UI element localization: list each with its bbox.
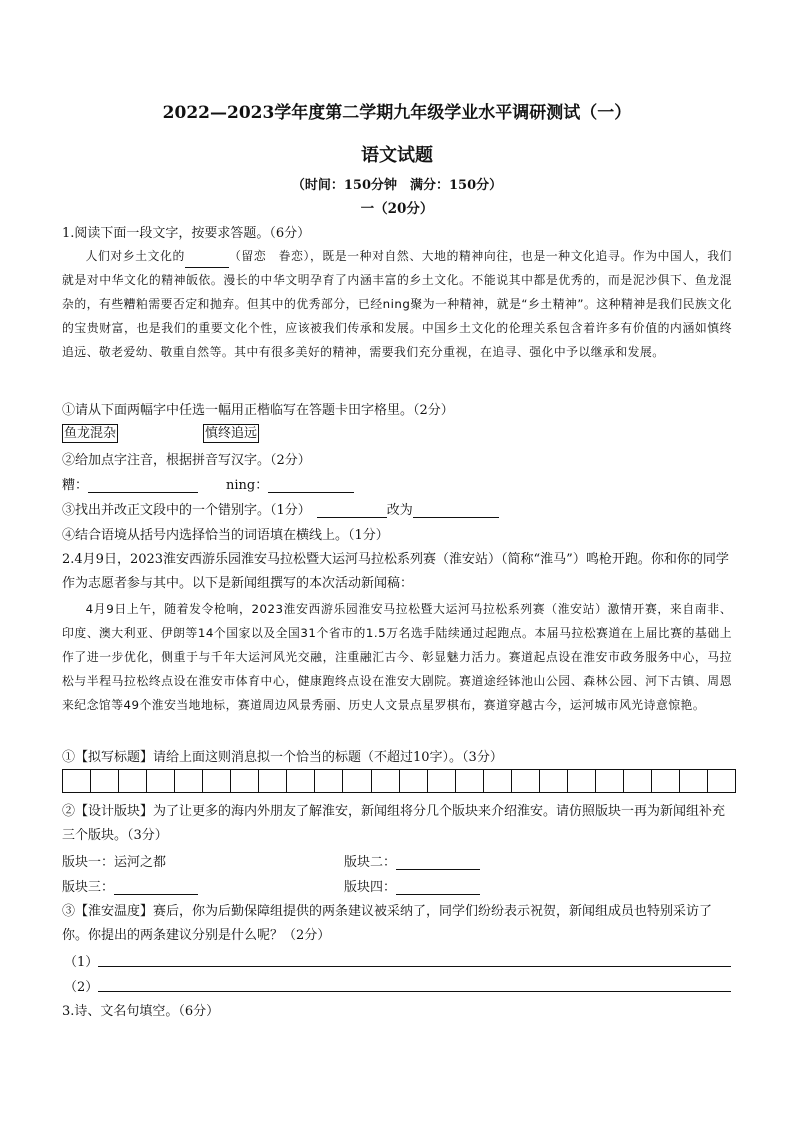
block-4-row (344, 876, 480, 895)
grid-cell[interactable] (259, 770, 287, 792)
title-answer-grid[interactable] (62, 769, 736, 793)
label-zao: 糟： (62, 478, 89, 493)
q1-sub2: ②给加点字注音，根据拼音写汉字。（2分） (62, 453, 311, 468)
grid-cell[interactable] (456, 770, 484, 792)
grid-cell[interactable] (147, 770, 175, 792)
grid-cell[interactable] (91, 770, 119, 792)
block-4-blank[interactable] (396, 880, 480, 895)
subject-title: 语文试题 (361, 145, 433, 166)
grid-cell[interactable] (400, 770, 428, 792)
grid-cell[interactable] (540, 770, 568, 792)
q2-sub3: ③【淮安温度】赛后，你为后勤保障组提供的两条建议被采纳了，同学们纷纷表示祝贺，新闻组成员也特别采访了你。你提出的两条建议分别是什么呢？（2分） (62, 904, 713, 943)
q1-sub1: ①请从下面两幅字中任选一幅用正楷临写在答题卡田字格里。（2分） (62, 403, 454, 418)
grid-cell[interactable] (315, 770, 343, 792)
grid-cell[interactable] (175, 770, 203, 792)
grid-cell[interactable] (512, 770, 540, 792)
q2-sub2: ②【设计版块】为了让更多的海内外朋友了解淮安，新闻组将分几个版块来介绍淮安。请仿照版块一再为新闻组补充三个版块。（3分） (62, 804, 726, 843)
q1-stem: 1.阅读下面一段文字，按要求答题。（6分） (62, 226, 311, 241)
q1-sub3: ③找出并改正文段中的一个错别字。（1分） (62, 503, 311, 518)
answer-blank-zao[interactable] (88, 478, 198, 493)
grid-cell[interactable] (428, 770, 456, 792)
calligraphy-option-2: 慎终追远 (205, 426, 258, 441)
typo-row (62, 499, 499, 518)
grid-cell[interactable] (484, 770, 512, 792)
answer-label-2: （2） (64, 980, 99, 995)
answer-blank-ning[interactable] (268, 478, 354, 493)
q2-passage-text: 4月9日上午，随着发令枪响，2023淮安西游乐园淮安马拉松暨大运河马拉松系列赛（淮安站）激情开赛，来自南非、印度、澳大利亚、伊朗等14个国家以及全国31个省市的1.5万名选手陆续通过起跑点。本届马拉松赛道在上届比赛的基础上作了进一步优化，侧重于与千年大运河风光交融，注重融汇古今、彰显魅力活力。赛道起点设在淮安市政务服务中心，马拉松与半程马拉松终点设在淮安市体育中心，健康跑终点设在淮安大剧院。赛道途经钵池山公园、森林公园、河下古镇、周恩来纪念馆等49个淮安当地地标，赛道周边风景秀丽、历史人文景点星罗棋布，赛道穿越古今，运河城市风光诗意惊艳。 (62, 602, 732, 712)
grid-cell[interactable] (624, 770, 652, 792)
q1-passage (62, 244, 732, 364)
q1-sub4: ④结合语境从括号内选择恰当的词语填在横线上。（1分） (62, 528, 389, 543)
pinyin-row (62, 474, 354, 493)
answer-blank-typo[interactable] (317, 503, 387, 518)
exam-title: 2022—2023学年度第二学期九年级学业水平调研测试（一） (162, 103, 632, 123)
grid-cell[interactable] (708, 770, 735, 792)
calligraphy-option-1: 鱼龙混杂 (64, 426, 117, 441)
section-heading: 一（20分） (360, 201, 434, 217)
block-3-row (62, 876, 198, 895)
q2-passage (62, 597, 732, 717)
block-1: 版块一：运河之都 (62, 855, 167, 870)
answer-label-1: （1） (64, 955, 99, 970)
q3-stem: 3.诗、文名句填空。（6分） (62, 1004, 220, 1019)
block-2-label: 版块二： (344, 855, 397, 870)
grid-cell[interactable] (119, 770, 147, 792)
grid-cell[interactable] (652, 770, 680, 792)
grid-cell[interactable] (287, 770, 315, 792)
block-3-label: 版块三： (62, 880, 115, 895)
answer-line-1[interactable] (98, 966, 731, 967)
q1-fill-blank[interactable] (185, 253, 229, 268)
grid-cell[interactable] (568, 770, 596, 792)
time-score-info: （时间：150分钟 满分：150分） (291, 178, 503, 193)
q2-sub1: ①【拟写标题】请给上面这则消息拟一个恰当的标题（不超过10字）。（3分） (62, 750, 503, 765)
label-change-to: 改为 (386, 503, 413, 518)
block-3-blank[interactable] (114, 880, 198, 895)
grid-cell[interactable] (343, 770, 371, 792)
grid-cell[interactable] (63, 770, 91, 792)
grid-cell[interactable] (372, 770, 400, 792)
answer-blank-correction[interactable] (413, 503, 499, 518)
q1-passage-lead: 人们对乡土文化的 (85, 249, 185, 263)
grid-cell[interactable] (680, 770, 708, 792)
grid-cell[interactable] (203, 770, 231, 792)
grid-cell[interactable] (231, 770, 259, 792)
block-4-label: 版块四： (344, 880, 397, 895)
q1-passage-body: （留恋 眷恋），既是一种对自然、大地的精神向往，也是一种文化追寻。作为中国人，我们就是对中华文化的精神皈依。漫长的中华文明孕育了内涵丰富的乡土文化。不能说其中都是优秀的，而是泥沙俱下、鱼龙混杂的，有些糟粕需要否定和抛弃。但其中的优秀部分，已经ning聚为一种精神，就是“乡土精神”。这种精神是我们民族文化的宝贵财富，也是我们的重要文化个性，应该被我们传承和发展。中国乡土文化的伦理关系包含着许多有价值的内涵如慎终追远、敬老爱幼、敬重自然等。其中有很多美好的精神，需要我们充分重视，在追寻、强化中予以继承和发展。 (62, 249, 732, 359)
q2-stem: 2.4月9日，2023淮安西游乐园淮安马拉松暨大运河马拉松系列赛（淮安站）（简称“淮马”）鸣枪开跑。你和你的同学作为志愿者参与其中。以下是新闻组撰写的本次活动新闻稿： (62, 552, 729, 591)
label-ning: ning： (226, 478, 269, 493)
answer-line-2[interactable] (98, 991, 731, 992)
block-2-blank[interactable] (396, 855, 480, 870)
block-2-row (344, 851, 480, 870)
grid-cell[interactable] (596, 770, 624, 792)
